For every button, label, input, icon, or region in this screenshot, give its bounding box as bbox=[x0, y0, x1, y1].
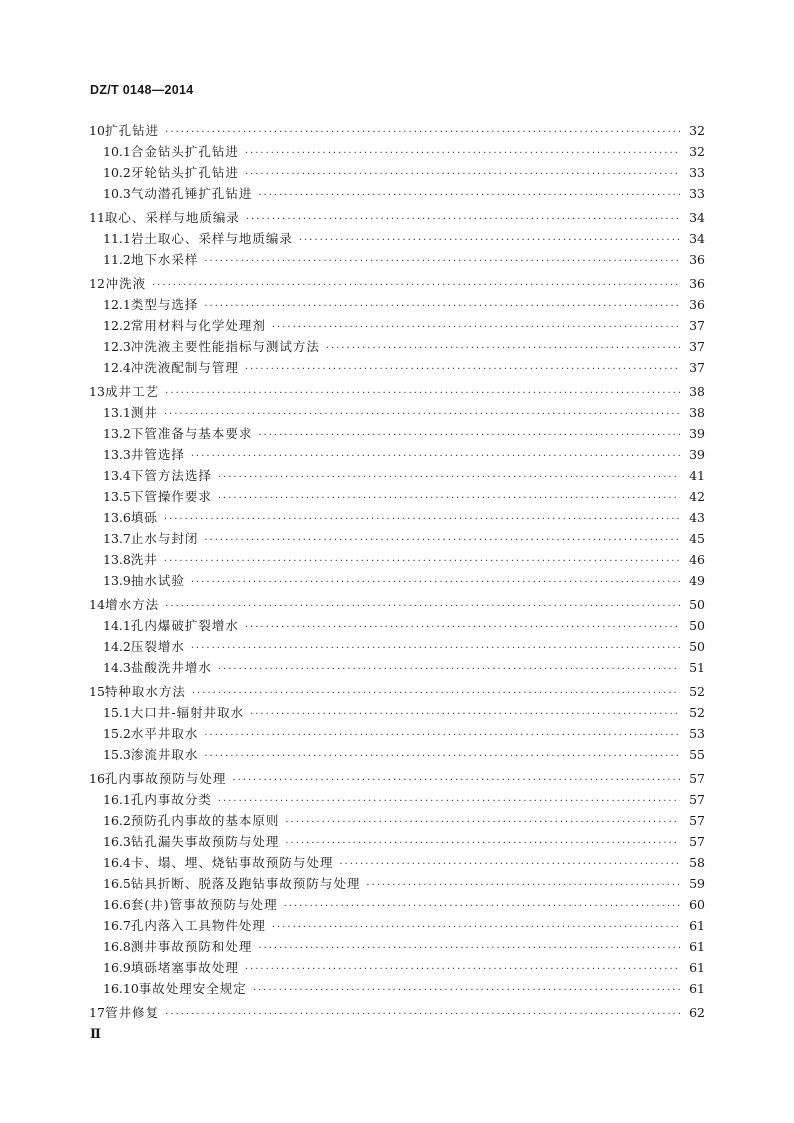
toc-dot-leader bbox=[204, 725, 680, 746]
page-folio: Ⅱ bbox=[90, 1026, 101, 1041]
toc-entry-page: 60 bbox=[689, 897, 705, 912]
toc-dot-leader bbox=[245, 617, 680, 638]
toc-dot-leader bbox=[245, 959, 680, 980]
toc-entry-number: 16.8 bbox=[103, 939, 131, 954]
toc-section-entry[interactable] bbox=[89, 549, 705, 570]
toc-entry-number: 14.1 bbox=[103, 618, 131, 633]
toc-dot-leader bbox=[284, 896, 680, 917]
toc-entry-number: 13.7 bbox=[103, 531, 131, 546]
toc-section-entry[interactable] bbox=[89, 852, 705, 873]
toc-entry-number: 13.1 bbox=[103, 405, 131, 420]
toc-entry-page: 52 bbox=[689, 684, 705, 699]
toc-entry-page: 37 bbox=[689, 360, 705, 375]
toc-entry-title: 孔内事故分类 bbox=[130, 792, 212, 807]
toc-section-entry[interactable] bbox=[89, 423, 705, 444]
toc-dot-leader bbox=[204, 296, 680, 317]
toc-section-entry[interactable] bbox=[89, 249, 705, 270]
toc-entry-title: 套(井)管事故预防与处理 bbox=[130, 897, 278, 912]
toc-entry-number: 12.2 bbox=[103, 318, 131, 333]
toc-entry-title: 渗流井取水 bbox=[130, 747, 199, 762]
toc-entry-number: 14.2 bbox=[103, 639, 131, 654]
toc-entry-title: 扩孔钻进 bbox=[105, 123, 160, 138]
toc-section-entry[interactable] bbox=[89, 570, 705, 591]
toc-section-entry[interactable] bbox=[89, 936, 705, 957]
toc-entry-title: 水平井取水 bbox=[130, 726, 199, 741]
toc-entry-number: 11.2 bbox=[103, 252, 131, 267]
toc-entry-page: 61 bbox=[689, 960, 705, 975]
toc-entry-page: 32 bbox=[689, 123, 705, 138]
toc-section-entry[interactable] bbox=[89, 357, 705, 378]
toc-dot-leader bbox=[272, 317, 680, 338]
toc-entry-title: 测井事故预防和处理 bbox=[130, 939, 253, 954]
toc-entry-title: 测井 bbox=[130, 405, 158, 420]
toc-entry-title: 井管选择 bbox=[130, 447, 185, 462]
toc-entry-title: 气动潜孔锤扩孔钻进 bbox=[130, 186, 253, 201]
toc-section-entry[interactable] bbox=[89, 894, 705, 915]
toc-entry-page: 45 bbox=[689, 531, 705, 546]
toc-section-entry[interactable] bbox=[89, 162, 705, 183]
toc-dot-leader bbox=[164, 404, 680, 425]
toc-entry-page: 38 bbox=[689, 405, 705, 420]
toc-dot-leader bbox=[165, 596, 680, 617]
toc-dot-leader bbox=[218, 659, 680, 680]
toc-section-entry[interactable] bbox=[89, 444, 705, 465]
toc-entry-number: 13.6 bbox=[103, 510, 131, 525]
toc-entry-number: 13 bbox=[89, 384, 105, 399]
toc-entry-number: 10.1 bbox=[103, 144, 131, 159]
document-code: DZ/T 0148—2014 bbox=[90, 83, 194, 97]
toc-dot-leader bbox=[245, 143, 680, 164]
toc-dot-leader bbox=[258, 425, 680, 446]
toc-entry-title: 合金钻头扩孔钻进 bbox=[130, 144, 239, 159]
toc-entry-number: 16.1 bbox=[103, 792, 131, 807]
toc-dot-leader bbox=[204, 530, 680, 551]
toc-dot-leader bbox=[218, 791, 680, 812]
toc-entry-page: 61 bbox=[689, 939, 705, 954]
toc-entry-page: 51 bbox=[689, 660, 705, 675]
toc-chapter-entry[interactable] bbox=[89, 681, 705, 702]
toc-entry-number: 12.1 bbox=[103, 297, 131, 312]
toc-entry-title: 冲洗液主要性能指标与测试方法 bbox=[130, 339, 320, 354]
toc-section-entry[interactable] bbox=[89, 702, 705, 723]
toc-entry-title: 下管方法选择 bbox=[130, 468, 212, 483]
toc-section-entry[interactable] bbox=[89, 957, 705, 978]
toc-entry-page: 52 bbox=[689, 705, 705, 720]
toc-entry-title: 孔内爆破扩裂增水 bbox=[130, 618, 239, 633]
toc-dot-leader bbox=[204, 251, 680, 272]
toc-entry-page: 61 bbox=[689, 918, 705, 933]
toc-section-entry[interactable] bbox=[89, 141, 705, 162]
toc-entry-number: 13.5 bbox=[103, 489, 131, 504]
toc-dot-leader bbox=[192, 683, 680, 704]
toc-entry-number: 16.9 bbox=[103, 960, 131, 975]
toc-entry-title: 增水方法 bbox=[105, 597, 160, 612]
toc-dot-leader bbox=[204, 746, 680, 767]
toc-entry-title: 岩土取心、采样与地质编录 bbox=[130, 231, 293, 246]
toc-chapter-entry[interactable] bbox=[89, 207, 705, 228]
toc-entry-page: 43 bbox=[689, 510, 705, 525]
toc-entry-page: 58 bbox=[689, 855, 705, 870]
toc-section-entry[interactable] bbox=[89, 465, 705, 486]
toc-entry-page: 36 bbox=[689, 252, 705, 267]
toc-dot-leader bbox=[164, 551, 680, 572]
toc-entry-title: 孔内事故预防与处理 bbox=[104, 771, 227, 786]
toc-entry-title: 钻孔漏失事故预防与处理 bbox=[130, 834, 280, 849]
toc-entry-title: 常用材料与化学处理剂 bbox=[130, 318, 266, 333]
toc-entry-number: 11 bbox=[89, 210, 105, 225]
toc-entry-number: 10 bbox=[89, 123, 105, 138]
toc-entry-page: 62 bbox=[689, 1005, 705, 1020]
toc-section-entry[interactable] bbox=[89, 657, 705, 678]
toc-entry-title: 填砾 bbox=[130, 510, 158, 525]
toc-entry-title: 特种取水方法 bbox=[104, 684, 186, 699]
toc-entry-page: 57 bbox=[689, 792, 705, 807]
toc-entry-title: 洗井 bbox=[130, 552, 158, 567]
toc-entry-number: 14 bbox=[89, 597, 105, 612]
toc-entry-page: 53 bbox=[689, 726, 705, 741]
toc-entry-title: 大口井-辐射井取水 bbox=[130, 705, 245, 720]
toc-entry-title: 事故处理安全规定 bbox=[138, 981, 247, 996]
toc-entry-page: 50 bbox=[689, 597, 705, 612]
toc-entry-page: 46 bbox=[689, 552, 705, 567]
toc-section-entry[interactable] bbox=[89, 528, 705, 549]
toc-entry-number: 15 bbox=[89, 684, 105, 699]
toc-entry-title: 盐酸洗井增水 bbox=[130, 660, 212, 675]
toc-dot-leader bbox=[191, 446, 680, 467]
toc-dot-leader bbox=[191, 638, 680, 659]
toc-dot-leader bbox=[339, 854, 680, 875]
toc-dot-leader bbox=[250, 704, 680, 725]
toc-entry-title: 取心、采样与地质编录 bbox=[104, 210, 240, 225]
toc-dot-leader bbox=[246, 209, 680, 230]
toc-entry-page: 61 bbox=[689, 981, 705, 996]
toc-entry-number: 16.2 bbox=[103, 813, 131, 828]
toc-entry-title: 类型与选择 bbox=[130, 297, 199, 312]
toc-entry-page: 50 bbox=[689, 639, 705, 654]
toc-entry-page: 50 bbox=[689, 618, 705, 633]
toc-chapter-entry[interactable] bbox=[89, 1002, 705, 1023]
toc-section-entry[interactable] bbox=[89, 789, 705, 810]
toc-entry-title: 抽水试验 bbox=[130, 573, 185, 588]
toc-section-entry[interactable] bbox=[89, 615, 705, 636]
toc-chapter-entry[interactable] bbox=[89, 273, 705, 294]
toc-dot-leader bbox=[191, 572, 680, 593]
toc-entry-number: 11.1 bbox=[103, 231, 131, 246]
toc-entry-title: 填砾堵塞事故处理 bbox=[130, 960, 239, 975]
toc-entry-number: 16.10 bbox=[103, 981, 139, 996]
toc-entry-page: 57 bbox=[689, 834, 705, 849]
toc-entry-number: 13.9 bbox=[103, 573, 131, 588]
toc-entry-page: 32 bbox=[689, 144, 705, 159]
toc-chapter-entry[interactable] bbox=[89, 381, 705, 402]
toc-entry-number: 10.2 bbox=[103, 165, 131, 180]
toc-entry-number: 15.3 bbox=[103, 747, 131, 762]
toc-dot-leader bbox=[218, 488, 680, 509]
toc-entry-title: 孔内落入工具物件处理 bbox=[130, 918, 266, 933]
toc-entry-number: 15.2 bbox=[103, 726, 131, 741]
toc-entry-page: 33 bbox=[689, 165, 705, 180]
toc-dot-leader bbox=[245, 164, 680, 185]
toc-dot-leader bbox=[245, 359, 680, 380]
toc-entry-page: 41 bbox=[689, 468, 705, 483]
toc-dot-leader bbox=[165, 122, 680, 143]
toc-section-entry[interactable] bbox=[89, 978, 705, 999]
toc-chapter-entry[interactable] bbox=[89, 120, 705, 141]
toc-section-entry[interactable] bbox=[89, 402, 705, 423]
toc-entry-number: 16.6 bbox=[103, 897, 131, 912]
toc-entry-page: 34 bbox=[689, 231, 705, 246]
toc-section-entry[interactable] bbox=[89, 507, 705, 528]
toc-section-entry[interactable] bbox=[89, 915, 705, 936]
toc-entry-page: 49 bbox=[689, 573, 705, 588]
toc-entry-number: 16.3 bbox=[103, 834, 131, 849]
toc-entry-number: 13.3 bbox=[103, 447, 131, 462]
toc-entry-page: 34 bbox=[689, 210, 705, 225]
toc-section-entry[interactable] bbox=[89, 294, 705, 315]
toc-entry-page: 42 bbox=[689, 489, 705, 504]
toc-dot-leader bbox=[164, 509, 680, 530]
toc-entry-number: 14.3 bbox=[103, 660, 131, 675]
toc-entry-title: 压裂增水 bbox=[130, 639, 185, 654]
toc-entry-number: 12.3 bbox=[103, 339, 131, 354]
toc-entry-number: 13.2 bbox=[103, 426, 131, 441]
toc-dot-leader bbox=[253, 980, 680, 1001]
toc-entry-title: 下管操作要求 bbox=[130, 489, 212, 504]
toc-entry-title: 钻具折断、脱落及跑钻事故预防与处理 bbox=[130, 876, 361, 891]
toc-entry-title: 预防孔内事故的基本原则 bbox=[130, 813, 280, 828]
toc-section-entry[interactable] bbox=[89, 873, 705, 894]
toc-entry-page: 37 bbox=[689, 318, 705, 333]
toc-entry-page: 57 bbox=[689, 771, 705, 786]
toc-entry-title: 地下水采样 bbox=[130, 252, 199, 267]
toc-entry-number: 12 bbox=[89, 276, 105, 291]
toc-entry-page: 38 bbox=[689, 384, 705, 399]
toc-entry-page: 59 bbox=[689, 876, 705, 891]
toc-entry-page: 57 bbox=[689, 813, 705, 828]
toc-entry-number: 16 bbox=[89, 771, 105, 786]
toc-section-entry[interactable] bbox=[89, 315, 705, 336]
toc-entry-title: 管井修复 bbox=[105, 1005, 160, 1020]
toc-entry-number: 13.4 bbox=[103, 468, 131, 483]
toc-entry-number: 13.8 bbox=[103, 552, 131, 567]
toc-dot-leader bbox=[165, 1004, 680, 1025]
toc-dot-leader bbox=[326, 338, 680, 359]
toc-entry-number: 17 bbox=[89, 1005, 105, 1020]
toc-entry-page: 39 bbox=[689, 447, 705, 462]
toc-dot-leader bbox=[165, 383, 680, 404]
toc-dot-leader bbox=[218, 467, 680, 488]
toc-entry-title: 冲洗液 bbox=[105, 276, 147, 291]
toc-chapter-entry[interactable] bbox=[89, 768, 705, 789]
toc-entry-number: 16.7 bbox=[103, 918, 131, 933]
toc-section-entry[interactable] bbox=[89, 810, 705, 831]
toc-entry-number: 16.5 bbox=[103, 876, 131, 891]
toc-entry-title: 成井工艺 bbox=[105, 384, 160, 399]
toc-entry-title: 下管准备与基本要求 bbox=[130, 426, 253, 441]
toc-entry-page: 37 bbox=[689, 339, 705, 354]
toc-entry-number: 10.3 bbox=[103, 186, 131, 201]
toc-dot-leader bbox=[366, 875, 680, 896]
toc-chapter-entry[interactable] bbox=[89, 594, 705, 615]
toc-entry-page: 36 bbox=[689, 297, 705, 312]
toc-section-entry[interactable] bbox=[89, 723, 705, 744]
toc-section-entry[interactable] bbox=[89, 831, 705, 852]
toc-dot-leader bbox=[152, 275, 680, 296]
toc-dot-leader bbox=[232, 770, 680, 791]
toc-section-entry[interactable] bbox=[89, 636, 705, 657]
toc-entry-number: 12.4 bbox=[103, 360, 131, 375]
toc-section-entry[interactable] bbox=[89, 228, 705, 249]
toc-entry-title: 止水与封闭 bbox=[130, 531, 199, 546]
toc-section-entry[interactable] bbox=[89, 744, 705, 765]
toc-entry-page: 36 bbox=[689, 276, 705, 291]
toc-entry-title: 冲洗液配制与管理 bbox=[130, 360, 239, 375]
toc-entry-title: 牙轮钻头扩孔钻进 bbox=[130, 165, 239, 180]
toc-section-entry[interactable] bbox=[89, 336, 705, 357]
toc-dot-leader bbox=[285, 833, 680, 854]
toc-dot-leader bbox=[258, 185, 680, 206]
table-of-contents bbox=[89, 119, 705, 1023]
toc-entry-page: 33 bbox=[689, 186, 705, 201]
toc-section-entry[interactable] bbox=[89, 486, 705, 507]
toc-section-entry[interactable] bbox=[89, 183, 705, 204]
toc-dot-leader bbox=[258, 938, 680, 959]
toc-dot-leader bbox=[272, 917, 680, 938]
toc-entry-number: 15.1 bbox=[103, 705, 131, 720]
toc-entry-page: 55 bbox=[689, 747, 705, 762]
toc-entry-page: 39 bbox=[689, 426, 705, 441]
toc-dot-leader bbox=[285, 812, 680, 833]
toc-dot-leader bbox=[299, 230, 680, 251]
toc-entry-number: 16.4 bbox=[103, 855, 131, 870]
toc-entry-title: 卡、塌、埋、烧钻事故预防与处理 bbox=[130, 855, 334, 870]
